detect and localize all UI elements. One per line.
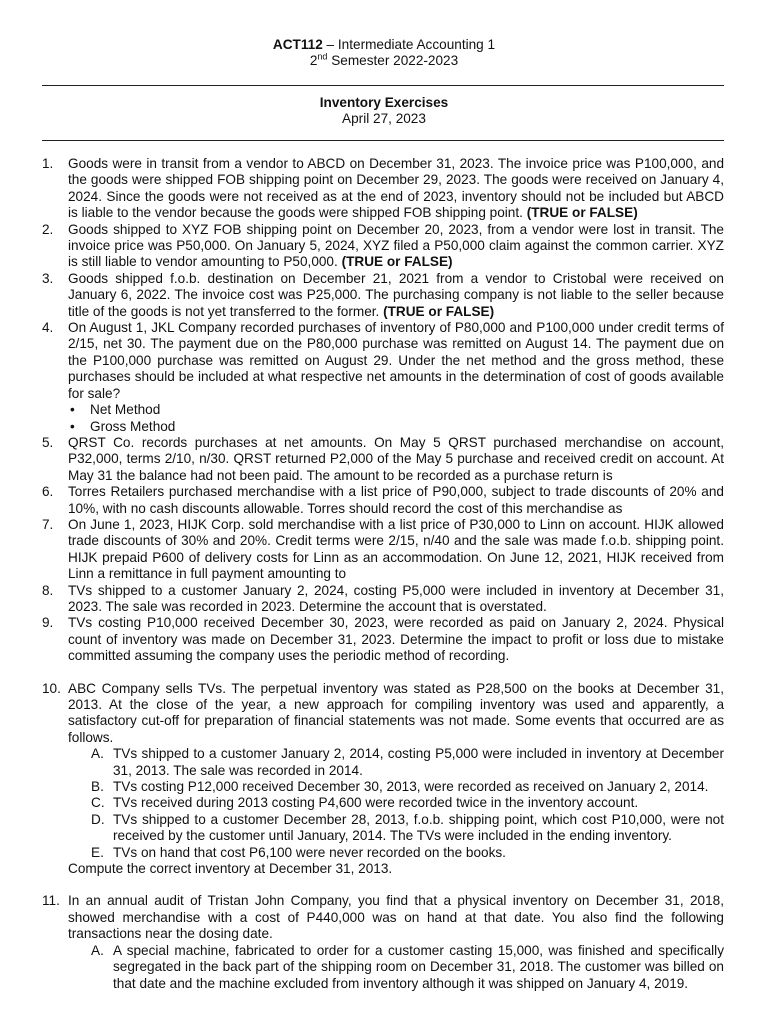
- question-number: 2.: [42, 221, 54, 237]
- question-8: [42, 583, 724, 616]
- question-list: [42, 156, 724, 992]
- exercise-title: Inventory Exercises: [319, 95, 449, 110]
- bullet-icon: •: [70, 402, 75, 418]
- question-9: [42, 615, 724, 664]
- question-number: 11.: [42, 893, 60, 909]
- list-item: A. TVs shipped to a customer January 2, 2014, costing P5,000 were included in inventory at December 31, 2013. The sale was recorded in 2014.: [91, 746, 724, 778]
- question-number: 4.: [42, 320, 54, 336]
- question-number: 1.: [42, 156, 54, 171]
- semester-text: Semester 2022-2023: [327, 53, 459, 68]
- true-false-prompt: (TRUE or FALSE): [341, 254, 453, 270]
- question-number: 5.: [42, 434, 54, 450]
- question-text: TVs shipped to a customer January 2, 2024, costing P5,000 were included in inventory at December 31, 2023. The sale was recorded in 2023. Determine the account that is overstated.: [68, 582, 724, 614]
- question-2: [42, 222, 724, 271]
- question-text: On June 1, 2023, HIJK Corp. sold merchandise with a list price of P30,000 to Linn on account. HIJK allowed trade discounts of 30% and 20%. Credit terms were 2/15, n/40 and the sale was made f.o.b. shipping point. HIJK prepaid P600 of delivery costs for Linn as an accommodation. On June 12, 2021, HIJK received from Linn a remittance in full payment amounting to: [68, 516, 724, 582]
- item-letter: D.: [91, 811, 105, 827]
- question-6: [42, 484, 724, 517]
- question-number: 8.: [42, 582, 54, 598]
- bullet-icon: •: [70, 418, 75, 434]
- event-list: [68, 746, 724, 861]
- list-item: B. TVs costing P12,000 received December 30, 2013, were recorded as received on January 2, 2014.: [91, 779, 709, 795]
- list-item: D. TVs shipped to a customer December 28, 2013, f.o.b. shipping point, which cost P10,000, were not received by the customer until January, 2014. The TVs were included in the ending inventory.: [91, 811, 724, 844]
- question-4: [42, 320, 724, 435]
- question-1: [42, 156, 724, 222]
- course-name: – Intermediate Accounting 1: [322, 37, 496, 52]
- method-list: [68, 402, 724, 435]
- item-letter: A.: [91, 746, 104, 762]
- question-text: QRST Co. records purchases at net amounts. On May 5 QRST purchased merchandise on account, P32,000, terms 2/10, n/30. QRST returned P2,000 of the May 5 purchase and received credit on account. At May 31 the balance had not been paid. The amount to be recorded as a purchase return is: [68, 434, 724, 483]
- list-item: A. A special machine, fabricated to order for a customer casting 15,000, was finished and specifically segregated in the back part of the shipping room on December 31, 2018. The customer was billed on that date and the machine excluded from inventory although it was shipped on January 4, 2019.: [91, 942, 724, 991]
- question-3: [42, 271, 724, 320]
- question-text: On August 1, JKL Company recorded purchases of inventory of P80,000 and P100,000 under credit terms of 2/15, net 30. The payment due on the P80,000 purchase was remitted on August 14. The payment due on the P100,000 purchase was remitted on August 29. Under the net method and the gross method, these purchases should be included at what respective net amounts in the determination of cost of goods available for sale?: [68, 320, 724, 401]
- question-7: [42, 517, 724, 583]
- document-header: [0, 37, 768, 69]
- semester-number: 2: [309, 53, 318, 68]
- question-10: [42, 681, 724, 878]
- true-false-prompt: (TRUE or FALSE): [526, 205, 638, 221]
- true-false-prompt: (TRUE or FALSE): [383, 303, 495, 319]
- bottom-divider: [42, 140, 724, 141]
- question-instruction: Compute the correct inventory at December 31, 2013.: [68, 861, 393, 877]
- question-text: In an annual audit of Tristan John Company, you find that a physical inventory on December 31, 2018, showed merchandise with a cost of P440,000 was on hand at that date. You also find the following transactions near the dosing date.: [68, 893, 724, 942]
- exercise-header: [0, 95, 768, 126]
- item-letter: A.: [91, 942, 104, 958]
- question-number: 10.: [42, 680, 61, 696]
- question-text: Goods shipped to XYZ FOB shipping point on December 20, 2023, from a vendor were lost in transit. The invoice price was P50,000. On January 5, 2024, XYZ filed a P50,000 claim against the common carrier. XYZ is still liable to vendor amounting to P50,000.: [68, 221, 724, 270]
- item-letter: B.: [91, 779, 104, 795]
- question-text: Torres Retailers purchased merchandise with a list price of P90,000, subject to trade discounts of 20% and 10%, with no cash discounts allowable. Torres should record the cost of this merchandise as: [68, 484, 724, 516]
- question-number: 7.: [42, 516, 54, 532]
- item-letter: C.: [91, 795, 105, 811]
- question-text: Goods shipped f.o.b. destination on December 21, 2021 from a vendor to Cristobal were received on January 6, 2022. The invoice cost was P25,000. The purchasing company is not liable to the seller because title of the goods is not yet transferred to the former.: [68, 270, 724, 319]
- question-number: 6.: [42, 484, 54, 500]
- list-item: C. TVs received during 2013 costing P4,600 were recorded twice in the inventory account.: [91, 795, 639, 811]
- item-letter: E.: [91, 844, 104, 860]
- question-5: [42, 435, 724, 484]
- course-code: ACT112: [272, 37, 323, 52]
- list-item: • Gross Method: [70, 418, 176, 434]
- question-text: TVs costing P10,000 received December 30, 2023, were recorded as paid on January 2, 2024. Physical count of inventory was made on December 31, 2023. Determine the impact to profit or loss due to mistake committed assuming the company uses the periodic method of recording.: [68, 615, 724, 664]
- top-divider: [42, 85, 724, 86]
- question-11: [42, 893, 724, 991]
- question-number: 3.: [42, 270, 54, 286]
- list-item: • Net Method: [70, 402, 161, 418]
- semester: [0, 53, 768, 69]
- question-text: ABC Company sells TVs. The perpetual inventory was stated as P28,500 on the books at December 31, 2013. At the close of the year, a new approach for compiling inventory was used and apparently, a satisfactory cut-off for preparation of financial statements was not made. Some events that occurred are as follows.: [68, 680, 724, 745]
- transaction-list: [68, 943, 724, 992]
- course-title: [0, 37, 768, 53]
- exercise-date: April 27, 2023: [342, 110, 426, 126]
- question-text: Goods were in transit from a vendor to ABCD on December 31, 2023. The invoice price was P100,000, and the goods were shipped FOB shipping point on December 29, 2023. The goods were received on January 4, 2024. Since the goods were not received as at the end of 2023, inventory should not be included but ABCD is liable to the vendor because the goods were shipped FOB shipping point.: [68, 156, 724, 221]
- question-number: 9.: [42, 615, 54, 631]
- semester-suffix: nd: [317, 51, 328, 62]
- list-item: E. TVs on hand that cost P6,100 were never recorded on the books.: [91, 844, 506, 860]
